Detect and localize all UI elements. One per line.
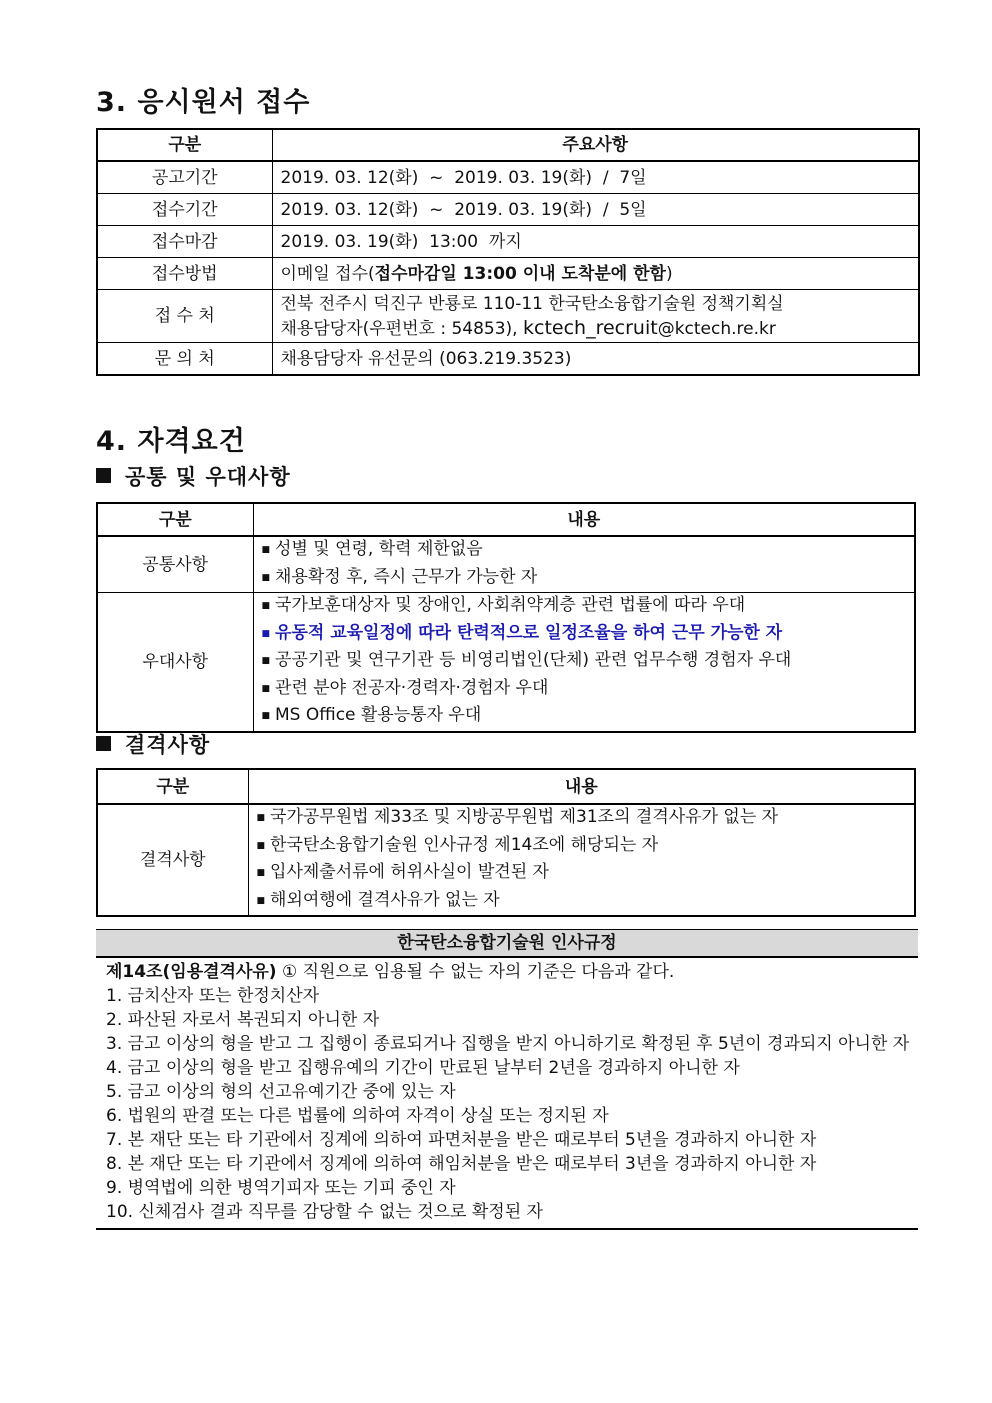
row-label: 접수마감: [97, 226, 272, 258]
row-value: [272, 290, 919, 343]
regulation-body: [96, 958, 918, 1230]
list-item: ■ 관련 분야 전공자·경력자·경험자 우대: [262, 676, 907, 704]
table-row: [97, 226, 919, 258]
regulation-item: 10. 신체검사 결과 직무를 감당할 수 없는 것으로 확정된 자: [106, 1202, 543, 1222]
regulation-article: 제14조(임용결격사유): [106, 962, 277, 982]
disqualification-table: [96, 768, 916, 917]
row-value: 2019. 03. 12(화) ~ 2019. 03. 19(화) / 5일: [272, 194, 919, 226]
table-header-row: [97, 503, 915, 536]
regulation-item: 6. 법원의 판결 또는 다른 법률에 의하여 자격이 상실 또는 정지된 자: [106, 1106, 609, 1126]
common-preference-table: [96, 502, 916, 733]
header-content: 내용: [253, 503, 915, 536]
subsection-disq-title: [96, 729, 210, 759]
section3-title: 3. 응시원서 접수: [96, 87, 311, 118]
row-content: [253, 593, 915, 732]
contact-prefix: 채용담당자(우편번호 : 54853),: [280, 318, 523, 339]
row-value: [272, 258, 919, 290]
row-label: 접 수 처: [97, 290, 272, 343]
subsection-common-title: [96, 461, 291, 491]
row-value: 2019. 03. 12(화) ~ 2019. 03. 19(화) / 7일: [272, 161, 919, 194]
row-label: 우대사항: [97, 593, 253, 732]
regulation-item: 9. 병역법에 의한 병역기피자 또는 기피 중인 자: [106, 1178, 456, 1198]
row-label: 문 의 처: [97, 343, 272, 376]
regulation-intro: [106, 960, 912, 984]
header-main: 주요사항: [272, 129, 919, 161]
row-label: 접수기간: [97, 194, 272, 226]
subsection-disq-label: 결격사항: [125, 733, 211, 757]
application-table: [96, 128, 920, 376]
row-value: 2019. 03. 19(화) 13:00 까지: [272, 226, 919, 258]
bullet-list: [257, 805, 907, 915]
address-line: 전북 전주시 덕진구 반룡로 110-11 한국탄소융합기술원 정책기획실: [280, 293, 784, 314]
table-row: [97, 343, 919, 376]
table-row: [97, 258, 919, 290]
table-row: [97, 536, 915, 593]
regulation-title: 한국탄소융합기술원 인사규정: [96, 929, 918, 958]
list-item: ■ 해외여행에 결격사유가 없는 자: [257, 888, 907, 916]
table-row: [97, 194, 919, 226]
bullet-list: [262, 593, 907, 731]
list-item: ■ 한국탄소융합기술원 인사규정 제14조에 해당되는 자: [257, 833, 907, 861]
regulation-box: [96, 929, 918, 1230]
row-label: 접수방법: [97, 258, 272, 290]
regulation-item: 3. 금고 이상의 형을 받고 그 집행이 종료되거나 집행을 받지 아니하기로 확정된 후 5년이 경과되지 아니한 자: [106, 1034, 910, 1054]
regulation-item: 7. 본 재단 또는 타 기관에서 징계에 의하여 파면처분을 받은 때로부터 5년을 경과하지 아니한 자: [106, 1130, 817, 1150]
list-item: ■ 공공기관 및 연구기관 등 비영리법인(단체) 관련 업무수행 경험자 우대: [262, 648, 907, 676]
contact-line: [281, 316, 911, 341]
regulation-item: 4. 금고 이상의 형을 받고 집행유예의 기간이 만료된 날부터 2년을 경과하지 아니한 자: [106, 1058, 740, 1078]
row-content: [253, 536, 915, 593]
subsection-common-label: 공통 및 우대사항: [125, 465, 291, 489]
row-content: [248, 804, 915, 916]
header-content: 내용: [248, 769, 915, 804]
list-item: ■ 국가보훈대상자 및 장애인, 사회취약계층 관련 법률에 따라 우대: [262, 593, 907, 621]
list-item: ■ 채용확정 후, 즉시 근무가 가능한 자: [262, 565, 907, 593]
table-row: [97, 804, 915, 916]
row-label: 공통사항: [97, 536, 253, 593]
list-item: ■ MS Office 활용능통자 우대: [262, 703, 907, 731]
square-bullet-icon: [96, 468, 111, 483]
row-value: 채용담당자 유선문의 (063.219.3523): [272, 343, 919, 376]
list-item-highlight: ■ 유동적 교육일정에 따라 탄력적으로 일정조율을 하여 근무 가능한 자: [262, 621, 907, 649]
regulation-item: 8. 본 재단 또는 타 기관에서 징계에 의하여 해임처분을 받은 때로부터 3년을 경과하지 아니한 자: [106, 1154, 817, 1174]
regulation-item: 2. 파산된 자로서 복권되지 아니한 자: [106, 1010, 380, 1030]
list-item: ■ 국가공무원법 제33조 및 지방공무원법 제31조의 결격사유가 없는 자: [257, 805, 907, 833]
regulation-intro-text: ① 직원으로 임용될 수 없는 자의 기준은 다음과 같다.: [276, 962, 675, 982]
table-row: [97, 161, 919, 194]
header-category: 구분: [97, 503, 253, 536]
method-prefix: 이메일 접수(: [280, 263, 375, 284]
section4-title: 4. 자격요건: [96, 426, 246, 457]
square-bullet-icon: [96, 736, 111, 751]
table-row: [97, 593, 915, 732]
row-label: 결격사항: [97, 804, 248, 916]
email-domain[interactable]: @kctech.re.kr: [657, 318, 776, 339]
table-header-row: [97, 129, 919, 161]
method-suffix: ): [665, 263, 673, 284]
bullet-list: [262, 537, 907, 592]
method-bold: 접수마감일 13:00 이내 도착분에 한함: [374, 263, 666, 284]
header-category: 구분: [97, 769, 248, 804]
table-row: [97, 290, 919, 343]
header-category: 구분: [97, 129, 272, 161]
regulation-item: 5. 금고 이상의 형의 선고유예기간 중에 있는 자: [106, 1082, 456, 1102]
list-item: ■ 입사제출서류에 허위사실이 발견된 자: [257, 860, 907, 888]
regulation-item: 1. 금치산자 또는 한정치산자: [106, 986, 320, 1006]
list-item: ■ 성별 및 연령, 학력 제한없음: [262, 537, 907, 565]
row-label: 공고기간: [97, 161, 272, 194]
email-user[interactable]: kctech_recruit: [523, 316, 658, 339]
table-header-row: [97, 769, 915, 804]
